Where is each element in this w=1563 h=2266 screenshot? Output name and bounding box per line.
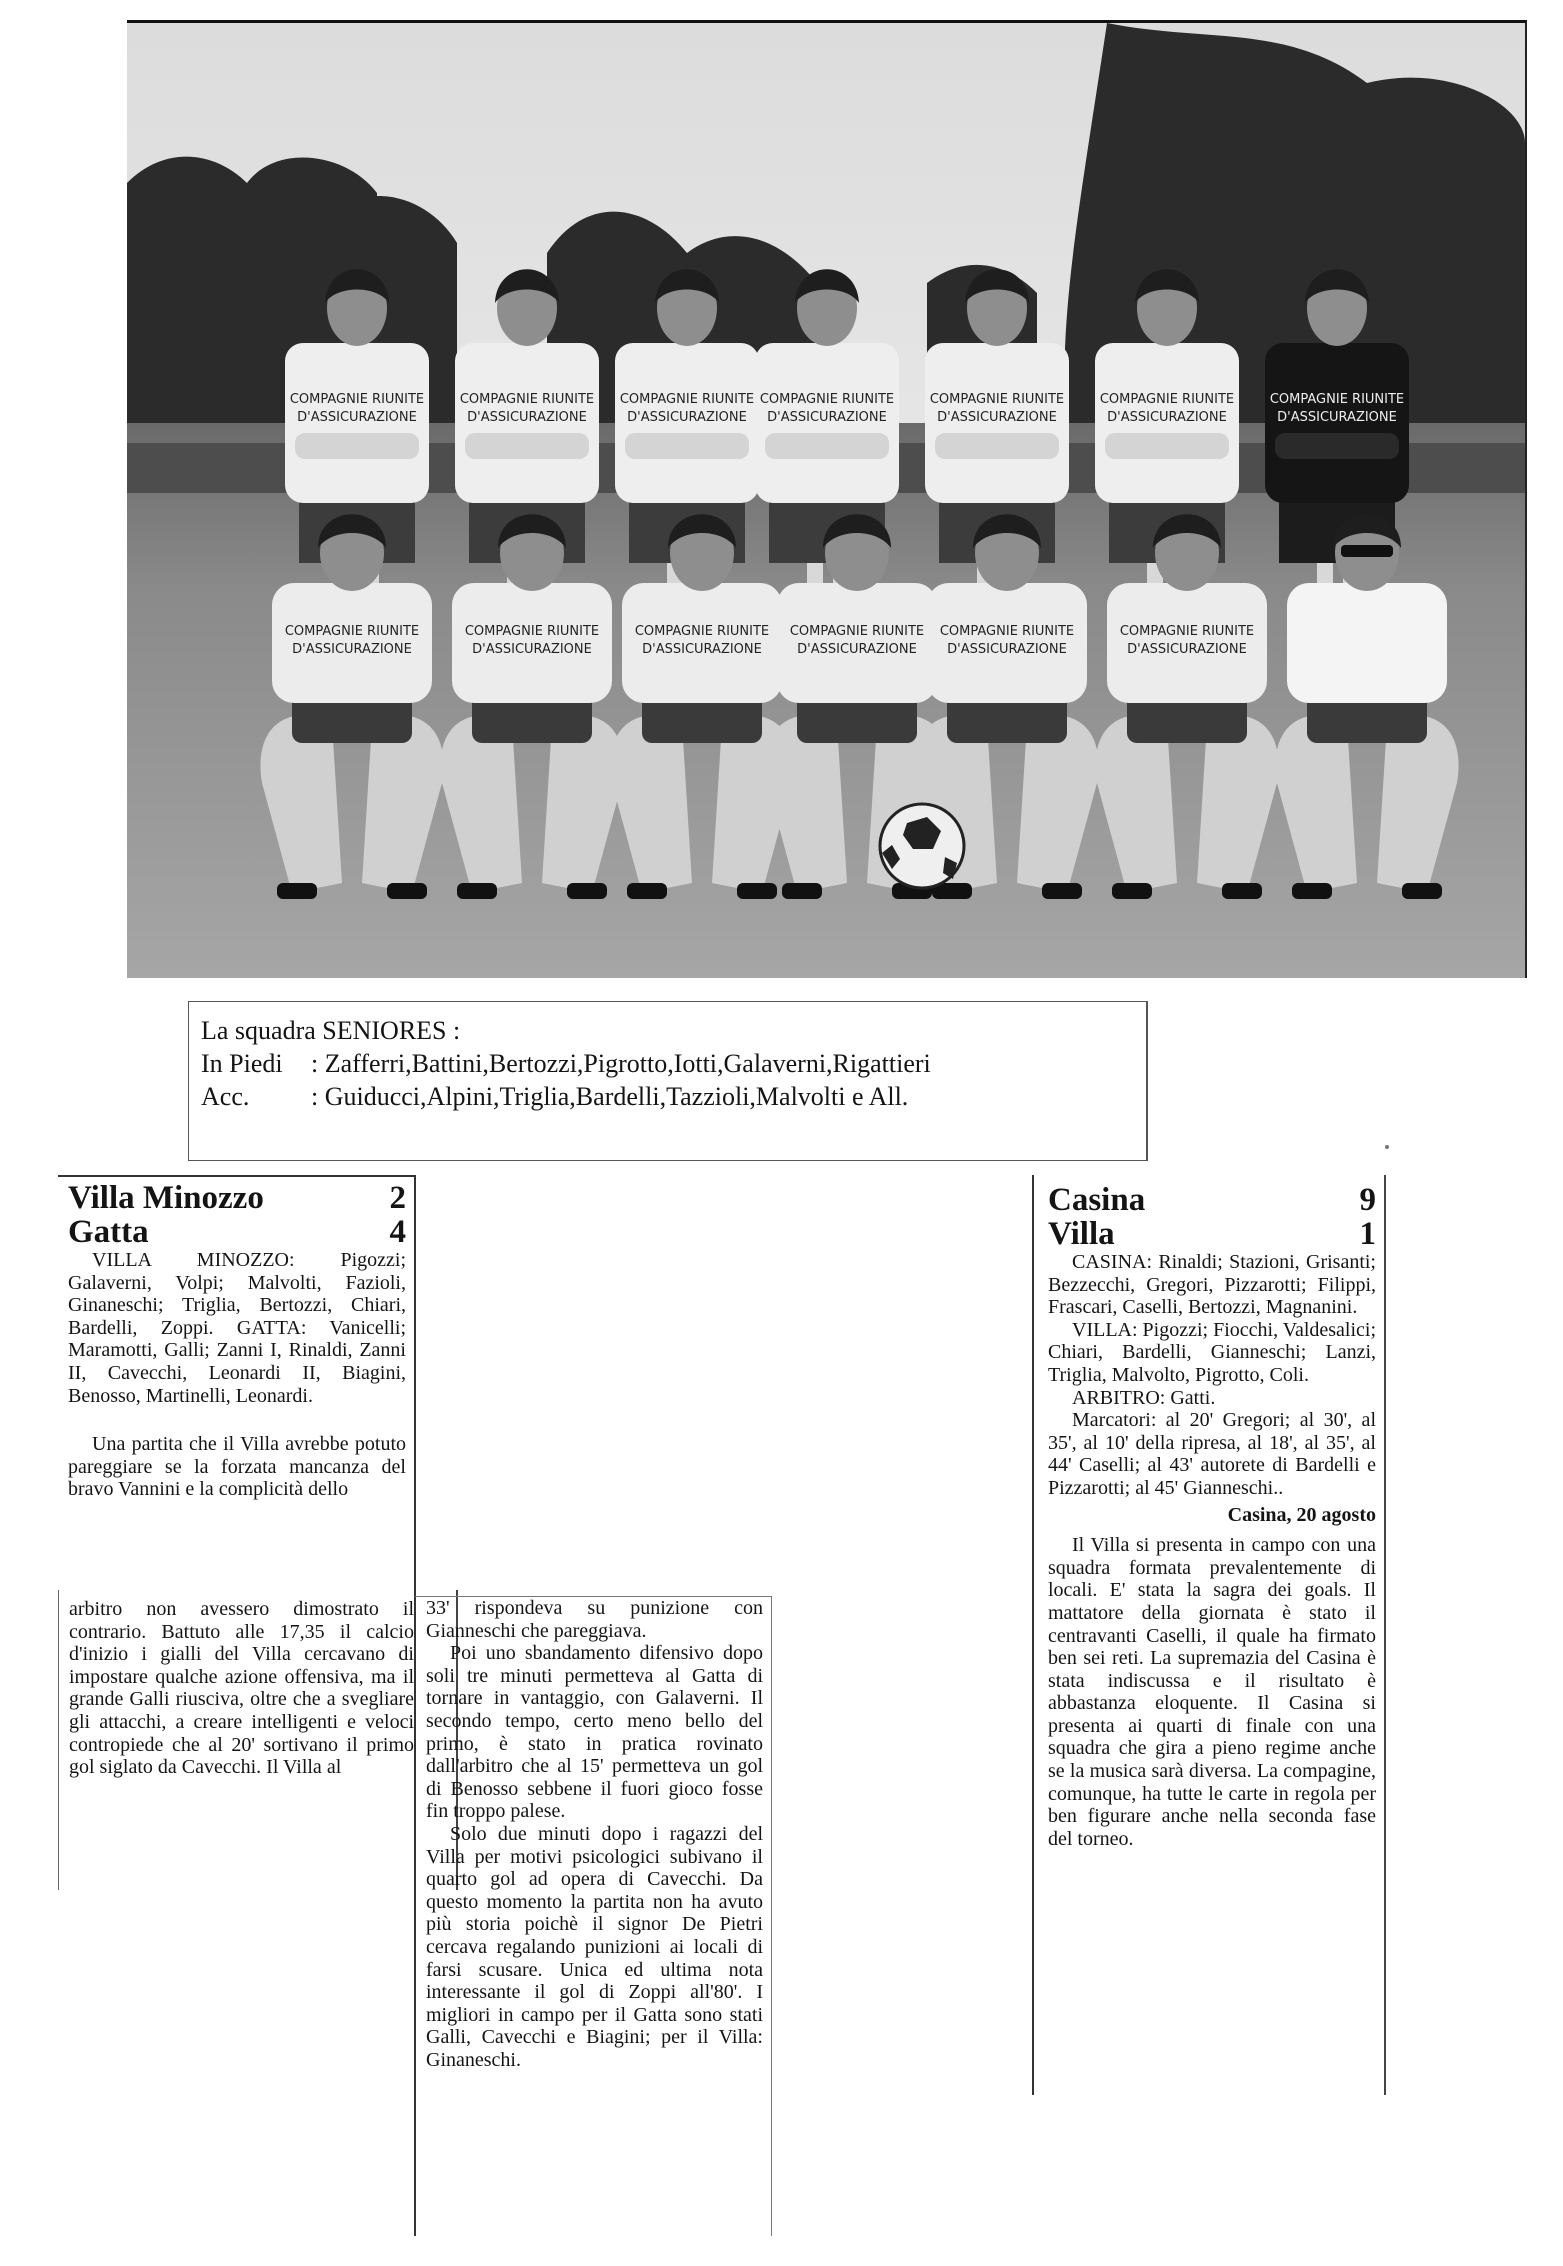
shirt-print: COMPAGNIE RIUNITE — [929, 392, 1065, 407]
article-paragraph: Una partita che il Villa avrebbe potuto pareggiare se la forzata mancanza del bravo Vannini e la complicità dello — [68, 1433, 406, 1501]
article-paragraph: Il Villa si presenta in campo con una squadra formata prevalentemente di locali. E' stata la sagra dei goals. Il mattatore della giornata è stato il centravanti Caselli, il quale ha firmato ben sei reti. La supremazia del Casina è stata indiscussa e il risultato è abbastanza eloquente. Il Casina si presenta ai quarti di finale con una squadra che gira a pieno regime anche se la musica sarà diversa. La compagine, comunque, ha tutte le carte in regola per ben figurare anche nella seconda fase del torneo. — [1048, 1534, 1376, 1850]
shirt-print: COMPAGNIE RIUNITE — [619, 392, 755, 407]
caption-row-standing-names: : Zafferri,Battini,Bertozzi,Pigrotto,Iotti,Galaverni,Rigattieri — [311, 1049, 931, 1078]
headline-row-2 — [68, 1215, 406, 1249]
shirt-print: D'ASSICURAZIONE — [937, 410, 1057, 425]
shirt-print: D'ASSICURAZIONE — [947, 642, 1067, 657]
football — [880, 804, 964, 888]
shirt-print: D'ASSICURAZIONE — [1127, 642, 1247, 657]
paper-speck — [1385, 1145, 1389, 1149]
photo-caption — [188, 1001, 1148, 1161]
shirt-print: D'ASSICURAZIONE — [292, 642, 412, 657]
team-score: 2 — [389, 1180, 406, 1216]
shirt-print: COMPAGNIE RIUNITE — [464, 624, 600, 639]
caption-title: La squadra SENIORES : — [201, 1016, 461, 1045]
team-score: 9 — [1359, 1182, 1376, 1218]
article-villa-gatta-top — [58, 1175, 416, 1605]
article-villa-gatta-bottom — [414, 1596, 772, 2236]
shirt-print: D'ASSICURAZIONE — [767, 410, 887, 425]
article-paragraph: Poi uno sbandamento difensivo dopo soli tre minuti permetteva al Gatta di tornare in vantaggio, con Galaverni. Il secondo tempo, certo meno bello del primo, è stato in pratica rovinato dall'arbitro che al 15' permetteva un gol di Benosso sebbene il fuori gioco fosse fin troppo palese. — [426, 1642, 763, 1823]
shirt-print: D'ASSICURAZIONE — [642, 642, 762, 657]
lineups: VILLA MINOZZO: Pigozzi; Galaverni, Volpi; Malvolti, Fazioli, Ginaneschi; Triglia, Bertozzi, Chiari, Bardelli, Zoppi. GATTA: Vanicelli; Maramotti, Galli; Zanni I, Rinaldi, Zanni II, Cavecchi, Leonardi II, Biagini, Benosso, Martinelli, Leonardi. — [68, 1249, 406, 1407]
shirt-print: COMPAGNIE RIUNITE — [939, 624, 1075, 639]
caption-row-crouching-names: : Guiducci,Alpini,Triglia,Bardelli,Tazzioli,Malvolti e All. — [311, 1082, 909, 1111]
article-paragraph: 33' rispondeva su punizione con Gianneschi che pareggiava. — [426, 1597, 763, 1642]
shirt-print: D'ASSICURAZIONE — [1277, 410, 1397, 425]
article-paragraph: arbitro non avessero dimostrato il contrario. Battuto alle 17,35 il calcio d'inizio i gialli del Villa cercavano di impostare qualche azione offensiva, ma il grande Galli riusciva, oltre che a svegliare gli attacchi, a creare intelligenti e veloci contropiede che al 20' sortivano il primo gol siglato da Cavecchi. Il Villa al — [69, 1598, 414, 1779]
shirt-print: D'ASSICURAZIONE — [797, 642, 917, 657]
shirt-print: COMPAGNIE RIUNITE — [789, 624, 925, 639]
shirt-print: D'ASSICURAZIONE — [1107, 410, 1227, 425]
shirt-print: COMPAGNIE RIUNITE — [759, 392, 895, 407]
article-villa-gatta-middle — [58, 1590, 458, 1890]
team-score: 4 — [389, 1214, 406, 1250]
referee: ARBITRO: Gatti. — [1072, 1386, 1216, 1409]
shirt-print: COMPAGNIE RIUNITE — [284, 624, 420, 639]
caption-row-standing-label: In Piedi — [201, 1049, 283, 1078]
dateline: Casina, 20 agosto — [1227, 1503, 1376, 1526]
caption-row-crouching-label: Acc. — [201, 1082, 250, 1111]
shirt-print: D'ASSICURAZIONE — [467, 410, 587, 425]
headline-row-2 — [1048, 1217, 1376, 1251]
shirt-print: D'ASSICURAZIONE — [627, 410, 747, 425]
lineups: CASINA: Rinaldi; Stazioni, Grisanti; Bezzecchi, Gregori, Pizzarotti; Filippi, Frascari, Caselli, Bertozzi, Magnanini. — [1048, 1251, 1376, 1319]
team-photo — [127, 20, 1527, 978]
shirt-print: COMPAGNIE RIUNITE — [1099, 392, 1235, 407]
team-name: Villa Minozzo — [68, 1180, 264, 1216]
article-casina-villa — [1032, 1175, 1386, 2095]
scorers: Marcatori: al 20' Gregori; al 30', al 35', al 10' della ripresa, al 18', al 35', al 44' Caselli; al 43' autorete di Bardelli e Pizzarotti; al 45' Gianneschi.. — [1048, 1409, 1376, 1499]
shirt-print: COMPAGNIE RIUNITE — [1119, 624, 1255, 639]
shirt-print: COMPAGNIE RIUNITE — [289, 392, 425, 407]
headline-row-1 — [68, 1181, 406, 1215]
team-name: Casina — [1048, 1182, 1146, 1218]
headline-row-1 — [1048, 1183, 1376, 1217]
caption-row-crouching — [201, 1080, 1146, 1113]
team-name: Gatta — [68, 1214, 149, 1250]
shirt-print: COMPAGNIE RIUNITE — [459, 392, 595, 407]
team-score: 1 — [1359, 1216, 1376, 1252]
shirt-print: D'ASSICURAZIONE — [472, 642, 592, 657]
article-paragraph: Solo due minuti dopo i ragazzi del Villa per motivi psicologici subivano il quarto gol ad opera di Cavecchi. Da questo momento la partita non ha avuto più storia poichè il signor De Pietri cercava regalando punizioni ai locali di farsi scusare. Unica ed ultima nota interessante il gol di Zoppi all'80'. I migliori in campo per il Gatta sono stati Galli, Cavecchi e Biagini; per il Villa: Ginaneschi. — [426, 1822, 763, 2071]
caption-row-standing — [201, 1047, 1146, 1080]
shirt-print: COMPAGNIE RIUNITE — [1269, 392, 1405, 407]
shirt-print: D'ASSICURAZIONE — [297, 410, 417, 425]
shirt-print: COMPAGNIE RIUNITE — [634, 624, 770, 639]
lineups: VILLA: Pigozzi; Fiocchi, Valdesalici; Chiari, Bardelli, Gianneschi; Lanzi, Triglia, Malvolto, Pigrotto, Coli. — [1048, 1318, 1377, 1386]
team-name: Villa — [1048, 1216, 1115, 1252]
